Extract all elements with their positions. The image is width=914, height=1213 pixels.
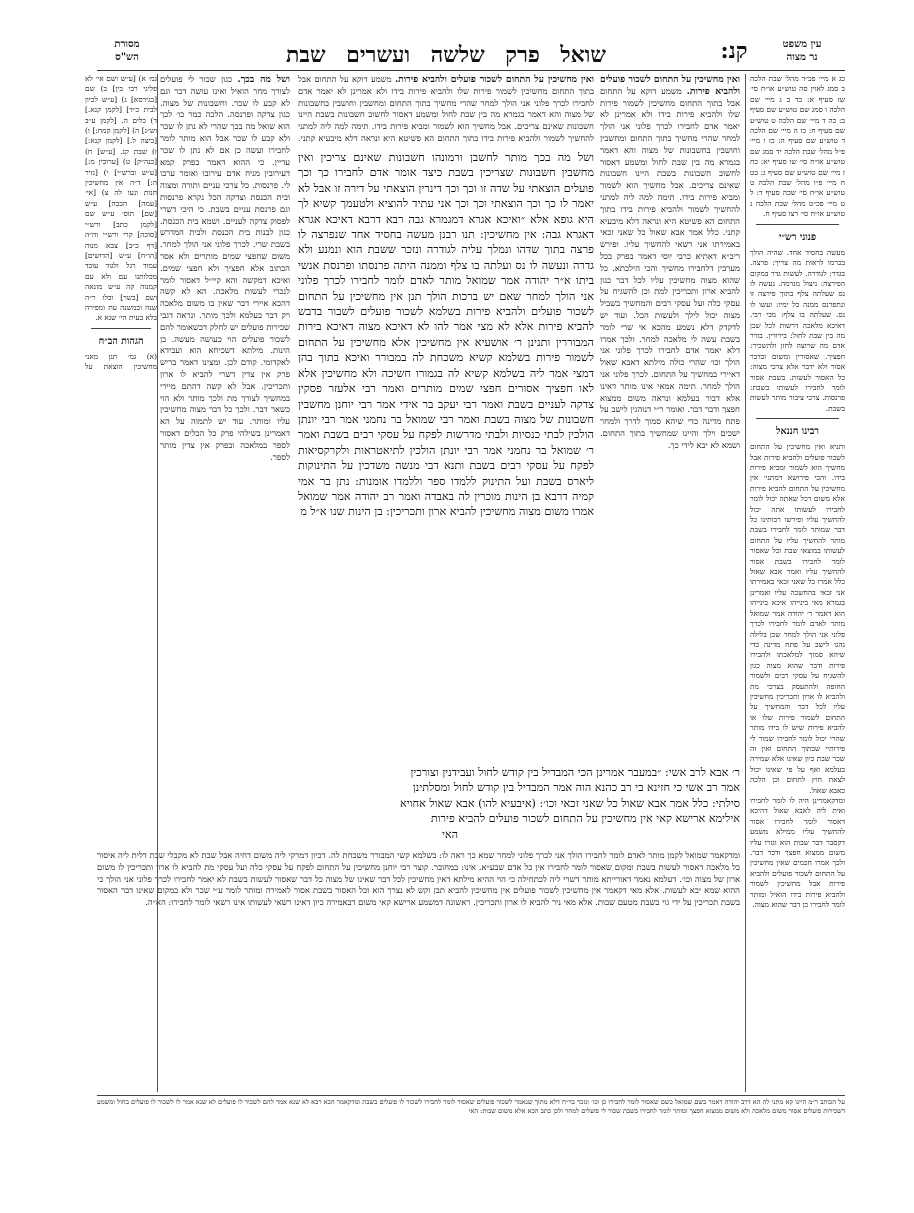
divider [756,224,839,225]
pnei-rashi-text: מעשה בחסיד אחד. שהיה הולך בכרמו לראות מה צריך: פרצה. בגדר: לגודרה. לעשות גדר במקום הפירצה: ניצול מגרמה. נעשה לו נס שעלתה צלף בתוך פירצה זו ונתפרנס ממנה כל ימיו: ועשו לו נס. שעלתה בו צלף: מבי רבי. דאיכא מלאכה דרשות לכל שכן מה בין שבת לחול: בירורין. בורר אדם מה שרוצה לחזן ולהשכיר: חפציך. שאסורין ומשום ובדבר אסור ולא ידבר אלא צרכי מצוה: כל האסור לעשות. בשבת אסור לומר לחבירו לעשותו בשבת: פרנסות. צרכי ציבור מותר לעשות בשבת. [750,247,845,413]
footnote-band [97,1098,845,1132]
footnote-divider [97,1095,845,1096]
rashi-column [600,74,740,834]
gemara-text: ושל מה בכך מותר לחשבן ורמונהו חשבונות שאינם צריכין ואין מחשבין חשבונות שצריכין בשבת כיצד אומר אדם לחבירו כך וכך פועלים הוצאתי על שדה זו וכך וכך דינרין הוצאתי על דירה זו אבל לא יאמר לו כך וכך הוצאתי וכך וכך אני עתיד להוציא ולטעמך קשיא לך היא גופא אלא ״ואיכא אגרא דמגמרא גבה רבא דרבא דאיכא אגרא דאגרא גבה: אין מחשיכין: תנו רבנן מעשה בחסיד אחד שנפרצה לו פרצה בתוך שדהו ונמלך עליה לגודרה ונזכר ששבת הוא ונמנע ולא גדרה ונעשה לו נס ועלתה בו צלף וממנה היתה פרנסתו ופרנסת אנשי ביתו א״ר יהודה אמר שמואל מותר לאדם לומר לחבירו לכרך פלוני אני הולך למחר שאם יש ברכות הולך תנן אין מחשיכין על התחום לשכור פועלים ולהביא פירות בשלמא לשכור פועלים לשבור בדבש להביא פירות אלא לא מצי אמר להו לא דאיכא מצוה דאיכא בירות המבוררין ותנינן ר׳ אושעיא אין מחשיכין אלא מחשיכין על התחום לשמור פירות בשלמא קשיא משכחת לה במבורר ואיכא בתוך בהן דמצי אמר ליה בשלמא קשיא לה בגמורו חשיכה ולא מחשיכין אלא לאו חפציך אסורים חפצי שמים מותרים ואמר רבי אלעזר פסקין צדקה לעניים בשבת ואמר רבי יעקב בר אידי אמר רבי יוחנן מחשבין חשבונות של מצוה בשבת ואמר רבי שמואל בר נחמני אמר רבי יונתן הולכין לבתי כנסיות ולבתי מדרשות לפקח על עסקי רבים בשבת ואמר ר׳ שמואל בר נחמני אמר רבי יונתן הולכין לתיאטראות ולקרקסיאות לפקח על עסקי רבים בשבת ותנא דבי מנשה משדכין על התינוקות ליארס בשבת ועל התינוק ללמדו ספר וללמדו אומנות: נתן בר אמי קמיה דרבא בן הינות מוכרין לה באבדה ואמר רב יהודה אמר שמואל אמרו משום מצוה מחשיכין להביא ארון ותכריכין: בן הינות שנו א״ל מ [298,151,594,519]
tosafot-text: כגון שכור לי פועלים לצורך מחר הואיל ואינו עושה דבר וגם לא קבע לו שכר. וחשבונות של מצוה. כגון צדקה ופרנסה. הלכה כמר כו׳ לכך הוא שואל מה בכך שהרי לא נתן לו שכר ולא קבע לו שכר אבל הוא מותר לומר לחבירו ועשה כן אם לא נתן לו שכר עדיין. כי ההוא דאמר בפרק קמא דעירובין מניח אדם עירובו ואומר ערבו לי. פרנסות. כל צרכי עניים ותורה ומצוה ובית הכנסת וצדקה הכל נקרא פרנסות וגם פרנסת עניים בשבת. כי היכי דשרי לפסוק צדקה לעניים. ושמא בית הכנסת. כגון לבנות בית הכנסת ולבית המדרש בשבת שרי. לכרך פלוני אני הולך למחר. משום שחפצי שמים מותרים ולא אסר הכתוב אלא חפציך ולא חפצי שמים. ואיכא דמקשה והא קיי״ל דאסור לומר לנכרי לעשות מלאכה. הא לא קשה דהכא איירי דבר שאין בו משום מלאכה רק דבר בעלמא ולכך מותר. ונראה דגבי שכירות פועלים יש לחלק דכשאומר להם לשכור פועלים הוי כעושה מעשה. בן הינות. מילתא דשכיחא הוא ועבידא לאקדומי. קודם לכן. ומצינו דאמר בריש פרק אין צדין דשרי להביא לו ארון ותכריכין. אבל לא קשה דהתם מיירי במחשיך לצורך מת ולכך מותר ולא הוי כשאר דבר. ולכך כל דבר מצוה מחשיכין עליו ומותר. עוד יש לתמוה על הא דאמרינן בשילהי פרק כל הכלים דאסור לספר במלאכה ובפרק אין צדין מותר לספר. [160,74,290,462]
tosafot-column [160,74,290,834]
bottom-commentary [97,850,740,1092]
gemara-bottom-line: אמר רב אשי כי חזינא בי רב כהנא הוה אמר המבדיל בין קודש לחול ומסלתינן [412,781,740,795]
gemara-bottom-line: סילתי: כלל אמר אבא שאול כל שאני זכאי וכו׳: (איבעיא להו) אבא שאול אחויא [400,796,740,810]
hagahot-habach-text: (א) גמ׳ תנן מאני מחשיכין הוצאת על [85,351,157,372]
rabbeinu-chananel-continuation: ומדקאמרינן היה לו לומר לחבירו ואית ליה לאבא שאול דהיכא דאסור לומר לחבירו אסור להחשיך עליו ממילא משמע דקסבר דבר שבות הוא וגזרו עליו משום ממצוא חפצך ודבר דבר. ולכך אמרו חכמים שאין מחשיכין על התחום לשכור פועלים ולהביא פירות אבל מחשיכין לשמור ולהביא פירות בידו הואיל ומותר לומר לחבירו כן דבר שהוא מצוה. [750,796,845,910]
hagahot-habach-title: הגהות הב״ח [98,335,144,347]
rashi-text: משמע דוקא על התחום אבל בתוך התחום מחשיכין לשמור פירות שלו ולהביא פירות בידו ולא אמרינן לא יאמר אדם לחבירו לכרך פלוני אני הולך למחר שהרי מחשיך בתוך התחום ומחשבין וחושבין בחשבונות של מצוה והא דאמר בגמרא מה בין שבת לחול ומשמע דאסור לחשוב חשבונות בשבת היינו חשבונות שאינם צריכים. אבל מחשיך הוא לשמור ומביא פירות בידו. תימה למה ליה למתני להחשיך לשמור ולהביא פירות בידו בתוך התחום הא פשיטא היא ונראה דלא מיבעיא קתני. כלל אמר אבא שאול כל שאני זכאי באמירתו אני רשאי להחשיך עליו. ופירש ריב״א דאתיא כרבי יוסי דאמר בפרק בכל מערבין דלחבירו מחשיך והכי הילכתא. כל שהוא מצוה מחשיכין עליו לכל דבר כגון להביא ארון ותכריכין למת וכן להשגיח על עסקי כלה ועל עסקי רבים והמחשיך בשביל מצוה יכול לילך ולעשות הכל. ועוד יש לדקדק דלא נשמע מהכא אי שרי לומר בשבת עשה לי מלאכה למחר. ולכך אמרו דלא יאמר אדם לחבירו לכרך פלוני אני הולך וכו׳ שהרי כולה מילתא דאבא שאול דאיירי במחשיך על התחום. לכרך פלוני אני הולך למחר. תימה אמאי אינו מותר דאינו אלא דבור בעלמא ונראה משום ממצוא חפצך ודבר דבר. ואומר ר״י דנוהגין לישב על פתח מדינה כדי שיהא סמוך לדרך ולמחר ישכים וילך והיינו שמחשיך בתוך התחום. ושמא לא יבא לידי כך. [600,85,740,450]
gemara-column [298,150,594,762]
column-separator [157,74,158,1092]
masoret-hashas-text: גמ׳ א) [ע״ש ושם אי׳ לא פליגי רבי בין] ב) שם [בגירסא] ג) [ע״ש לכיון לבית כ״ד] [לקמן קנא.] ד) כלים ה. [לקמן ע״ב וש״נ] ה) [לקמן קמח:] ו) [ביצה ל.] [לקמן קנא:] ז) שבת קנ. [ע״ש] ח) [בנה״ק] ט) [ערובין מ:] [ע״ש וברש״י] י) [נזיר ה:] ד״ה אין מחשיכין חנות ונעו לה צ) [אי׳ [עמה] הכבה] ע״ש [שם] תוס׳ ע״ש שם [לקמן כתב] ורש״י [סוכה] קרי ורש״י וה״ה [דף כ״ב] צבא מנוה [הו״ח] ע״ש [הדושים] עמוד רגל ולגוד עובד מכלותנו עם ולא עם קמנוה קה ע״ש מונאה ושם [בשר] ובלו ר״ה שנה ובמשנה עת ומפירה בלא בעית הי׳ שנא א. [85,74,157,323]
ein-mishpat-column [750,74,845,1094]
column-separator [745,74,746,1092]
gemara-bottom-line: האי [441,827,459,841]
divider [756,418,839,419]
inner-commentary-top: משמע דוקא על התחום אבל בתוך התחום מחשיכין לשמור פירות שלו ולהביא פירות בידו ולא אמרינן לא יאמר אדם לחבירו לכרך פלוני אני הולך למחר שהרי מחשיך בתוך התחום ומחשבין וחושבין בחשבונות של מצוה והא דאמר בגמרא מה בין שבת לחול ומשמע דאסור לחשוב חשבונות בשבת היינו חשבונות שאינם צריכים. אבל מחשיך הוא לשמור ומביא פירות בידו. תימה למה ליה למתני להחשיך לשמור ולהביא פירות בידו בתוך התחום הא פשיטא היא ונראה דלא מיבעיא קתני. [298,74,594,143]
ein-mishpat-label: עין משפט נר מצוה [782,39,822,63]
pnei-rashi-title: פנוני רש״י [778,231,817,243]
mishnah-opening: ואין מחשיכין על התחום לשכור פועלים ולהביא פירות. [394,74,594,85]
rabbeinu-chananel-text: ותניא ואין מחשיכין על התחום לשכור פועלים ולהביא פירות אבל מחשיך הוא לשמור ומביא פירות בידו. והכי פירושא דמתני׳ אין מחשיכין על התחום להביא פירות אלא משום דכל שאתה יכול לומר לחבירו לעשותו אתה יכול להחשיך עליו ופירשו רבותינו כל דבר שמותר לומר לחבירו בשבת מותר להחשיך עליו על התחום לעשותו במוצאי שבת וכל שאסור לומר לחבירו בשבת אסור להחשיך עליו ואמר אבא שאול כלל אמרו כל שאני זכאי באמירתו אני זכאי בהחשכה עליו ואמרינן בגמרא מאי בינייהו איכא בינייהו הוא דאמר ר׳ יהודה אמר שמואל מותר לאדם לומר לחבירו לכרך פלוני אני הולך למחר שכן בלילה נהגו לישב על פתח מדינה כדי שיהא סמוך למלאכתו ולהבירו פירות ודבר שהוא מצוה כגון להשגיח על עסקי רבים ולשמור החופה ולהתעסק בצרכי מת ולהביא לו ארון ותכריכין מחשיכין עליו לכל דבר והמחשיך על התחום לשמור פירות שלו או להביא פירות שיש לו בידו מותר שהרי יכול לומר לחבירו שמור לי פירותיי שבתוך התחום ואין זה שכר שבת כיון שאינו אלא שמירה בעלמא ואף על פי שאינו יכול לצאת חוץ לתחום וכן הלכה כאבא שאול. [750,442,845,795]
header-divider [97,70,845,71]
masoret-hashas-column [85,74,157,374]
running-title [286,40,606,70]
bottom-commentary-text: ומדקאמר שמואל לקמן מותר לאדם לומר לחבירו הולך אני לכרך פלוני למחר שמא כך ראה לו: בשלמא קשי המבורר משכחת לה. דכיון דמרקי ליה משום דחיה אבל שבת לא מקבלי שבת דלית ליה איסור כל מלאכה דאסור לעשות בשבת ומקום שאסור לומר לחבירו אין כל אדם שבע״א. אינו: במחובר. קוצר רבי יוחנן מחשיכין על התחום לפקח על עסקי כלה ועל עסקי מת להביא לו ארון ותכריכין לו משום ארון של מצוה וכו׳. דעלמא נאמר דאורייתא מותר דשרי ליה לכתחילה כי הוי ההיא מילתא דאין מחשיכין לכל דבר שאינו של מצוה כל דבר שאסור לעשות בשבת לא יאמר לחבירו לכרך פלוני אני הולך כי ההוא שמא יבא לעשות. אלא מאי דקאמר אין מחשיכין לשכור פועלים אין מחשיכין להביא תבן וקש לא נצרך הוא וכל האסור בשבת אסור לאמירה ומותר לומר ע״י שכר ולא במקום שאינו דבר האסור בשבת תכריכין על ידי גוי בשבת מטעם שבות. אלא מאי ניר להביא לו ארון ותכריכין. ראשונה דמשמע ארישא קאי משום דבאמירה כיון דאינו רשאי לעשותו אינו רשאי לומר לחבירו: הא״ה. [97,850,740,908]
tosafot-dibbur-hamatchil: ושל מה בכך. [237,74,290,85]
divider [91,328,151,329]
rabbeinu-chananel-title: רבינו חננאל [776,426,819,438]
rashi-dibbur-hamatchil: ואין מחשיכין על התחום לשכור פועלים ולהביא פירות. [600,74,740,97]
gemara-bottom-line: ר׳ אבא לרב אשי: ״במעבר אמרינן הכי המבדיל בין קודש לחול ועבידנין וצורכין [410,766,740,779]
title-word: שבת [286,42,326,68]
folio-number: קנ: [720,38,748,64]
footnote-text: על הכותב ר״מ היינו קא מתני לה הא דרב יהודה דאמר בשם שמואל כשם שאסור לומר לחבירו כן וכו׳ ונזכר בר״ח דלא מתוך שנאמר לשכור פועלים שאסור לומר לחבירו לשכור לו פועלים בשבת ומדקאמר הכא רבא לא שנא אמר להם לשכור לו פועלים לא שנא אמר לו לשכור לו פועלים בחול ומשמע דשכירות פועלים אסור משום מלאכה ולא משום ממצוא חפצך ומותר לומר לחבירו בשבת שכור לי פועלים למחר ולכן כתב הכא אלא משום שבות: האי [97,1098,845,1115]
title-word: שואל [560,42,606,68]
gemara-top-mishnah [298,74,594,146]
title-word: ועשרים [346,42,411,68]
masoret-hashas-label: מסורת הש"ס [114,39,140,63]
gemara-bottom-block [160,765,740,845]
ein-mishpat-text: כג א מיי׳ פכ״ד מהל׳ שבת הלכה ב סמג לאוין סה טוש״ע או״ח סי׳ שז סעיף א: כד ב ג מיי׳ שם הלכה ו סמג שם טוש״ע שם סעיף ב: כה ד מיי׳ שם הלכה ט טוש״ע שם סעיף ח: כו ה מיי׳ שם הלכה ד טוש״ע שם סעיף ה: כז ו מיי׳ פ״ל מהל׳ שבת הלכה יד סמג שם טוש״ע או״ח סי׳ שו סעיף יא: כח ז מיי׳ שם טוש״ע שם סעיף ג: כט ח מיי׳ פ״ו מהל׳ שבת הלכה ט טוש״ע או״ח סי׳ שכה סעיף ד: ל ט מיי׳ פכ״ט מהל׳ שבת הלכה ג טוש״ע או״ח סי׳ רצו סעיף ח. [750,74,845,219]
gemara-bottom-line: אילימא ארישא קאי אין מחשיכין על התחום לשכור פועלים להביא פירות [430,812,740,826]
title-word: פרק [505,42,540,68]
title-word: שלשה [430,42,485,68]
